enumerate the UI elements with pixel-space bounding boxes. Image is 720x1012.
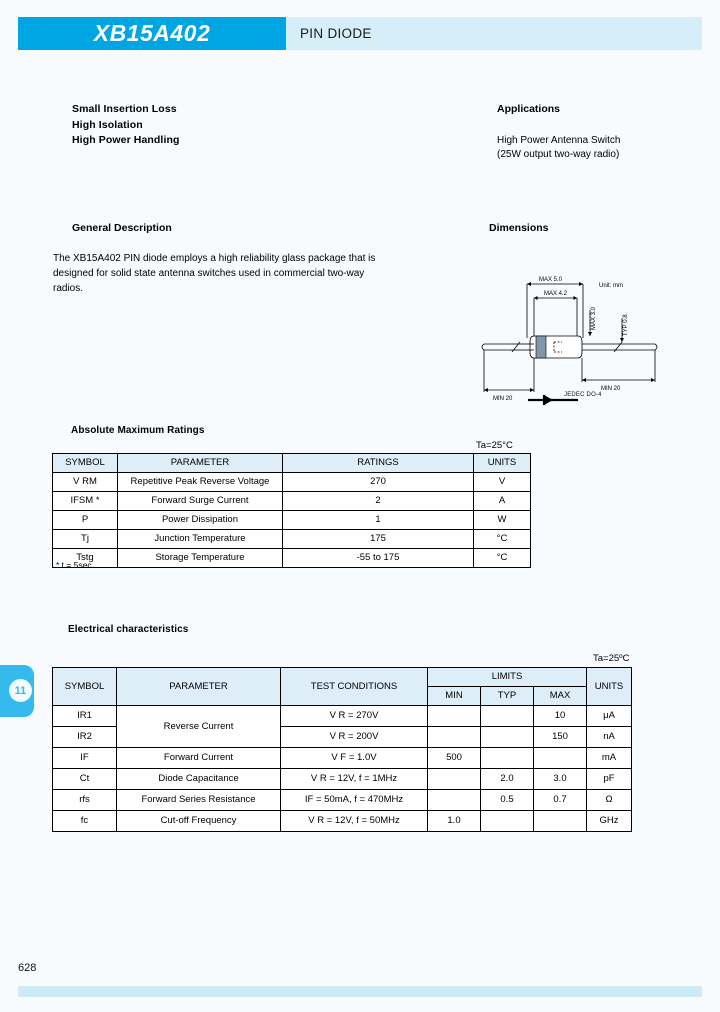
absolute-ratings-footnote: * t = 5sec [56,560,92,570]
part-number-title: XB15A402 [18,17,286,50]
cell-max: 10 [534,706,587,727]
cell-min [428,790,481,811]
column-header-symbol: SYMBOL [53,454,118,473]
cell-typ: 2.0 [481,769,534,790]
application-item: (25W output two-way radio) [497,149,620,160]
electrical-characteristics-temperature-note: Ta=25ºC [593,653,630,664]
device-type-label: PIN DIODE [286,17,702,50]
cell-units: mA [587,748,632,769]
cell-parameter: Forward Series Resistance [117,790,281,811]
cell-parameter: Diode Capacitance [117,769,281,790]
cell-min [428,769,481,790]
electrical-characteristics-table [52,667,632,832]
application-item: High Power Antenna Switch [497,135,621,146]
table-header-row [53,454,531,473]
cell-symbol: V RM [53,473,118,492]
dim-label-lead-left: MIN 20 [493,396,513,402]
table-row [53,769,632,790]
table-row [53,706,632,727]
cell-units: A [474,492,531,511]
column-header-limits: LIMITS [428,668,587,687]
cell-symbol: Ct [53,769,117,790]
cell-test-conditions: IF = 50mA, f = 470MHz [281,790,428,811]
table-row [53,530,531,549]
chapter-side-tab[interactable] [0,665,34,717]
cell-symbol: IF [53,748,117,769]
cell-rating: 2 [283,492,474,511]
table-row [53,473,531,492]
cell-test-conditions: V R = 270V [281,706,428,727]
cell-test-conditions: V R = 200V [281,727,428,748]
cell-symbol: Tj [53,530,118,549]
cell-units: °C [474,530,531,549]
dim-label-unit: Unit: mm [599,283,623,289]
column-header-ratings: RATINGS [283,454,474,473]
cell-units: nA [587,727,632,748]
dim-label-lead-diameter: TYP 0.8 [623,314,629,336]
package-jedec-caption: JEDEC DO-4 [564,392,602,398]
table-row [53,511,531,530]
cell-max [534,748,587,769]
cell-parameter: Junction Temperature [118,530,283,549]
column-header-parameter: PARAMETER [117,668,281,706]
table-row [53,790,632,811]
cell-test-conditions: V F = 1.0V [281,748,428,769]
footer-bar [18,986,702,997]
cell-parameter: Power Dissipation [118,511,283,530]
cell-max [534,811,587,832]
cell-symbol: rfs [53,790,117,811]
cell-typ [481,727,534,748]
table-row [53,549,531,568]
cell-min [428,727,481,748]
table-header-row-top [53,668,632,687]
cell-symbol: P [53,511,118,530]
feature-item: Small Insertion Loss [72,103,177,115]
table-row [53,811,632,832]
cell-parameter: Repetitive Peak Reverse Voltage [118,473,283,492]
applications-heading: Applications [497,103,561,115]
cell-symbol: IR1 [53,706,117,727]
absolute-maximum-ratings-heading: Absolute Maximum Ratings [71,425,205,436]
cell-symbol: Tstg [53,549,118,568]
table-row [53,748,632,769]
cell-rating: 1 [283,511,474,530]
applications-list [497,134,620,162]
cell-parameter: Reverse Current [117,706,281,748]
page-header [18,17,702,50]
dim-label-overall-length: MAX 5.0 [539,277,563,283]
column-header-min: MIN [428,687,481,706]
cell-typ: 0.5 [481,790,534,811]
absolute-maximum-ratings-table [52,453,531,568]
dimensions-heading: Dimensions [489,222,549,234]
column-header-units: UNITS [474,454,531,473]
cell-units: °C [474,549,531,568]
cell-units: V [474,473,531,492]
cell-max: 150 [534,727,587,748]
package-dimension-drawing [470,240,710,415]
electrical-characteristics-heading: Electrical characteristics [68,624,189,635]
cell-units: μA [587,706,632,727]
cell-parameter: Storage Temperature [118,549,283,568]
cell-symbol: fc [53,811,117,832]
cell-units: W [474,511,531,530]
page-number: 628 [18,962,37,974]
feature-item: High Isolation [72,118,143,131]
cell-typ [481,811,534,832]
cell-units: pF [587,769,632,790]
cell-test-conditions: V R = 12V, f = 50MHz [281,811,428,832]
cell-min: 500 [428,748,481,769]
column-header-symbol: SYMBOL [53,668,117,706]
cell-typ [481,748,534,769]
cell-min: 1.0 [428,811,481,832]
feature-item: High Power Handling [72,134,180,146]
general-description-heading: General Description [72,222,172,234]
cell-max: 3.0 [534,769,587,790]
dim-label-lead-right: MIN 20 [601,386,621,392]
cell-parameter: Forward Current [117,748,281,769]
cell-rating: 175 [283,530,474,549]
chapter-number-badge: 11 [9,679,32,702]
cell-max: 0.7 [534,790,587,811]
column-header-units: UNITS [587,668,632,706]
dim-label-body-diameter: MAX 3.0 [591,306,597,330]
dim-label-body-length: MAX 4.2 [544,291,568,297]
table-row [53,492,531,511]
cell-units: GHz [587,811,632,832]
cell-rating: -55 to 175 [283,549,474,568]
cell-test-conditions: V R = 12V, f = 1MHz [281,769,428,790]
absolute-ratings-temperature-note: Ta=25°C [476,440,513,451]
cell-parameter: Forward Surge Current [118,492,283,511]
column-header-typ: TYP [481,687,534,706]
column-header-parameter: PARAMETER [118,454,283,473]
cell-typ [481,706,534,727]
cell-parameter: Cut-off Frequency [117,811,281,832]
cell-symbol: IFSM * [53,492,118,511]
features-list [72,102,179,149]
general-description-text: The XB15A402 PIN diode employs a high reliability glass package that is designed for solid state antenna switches used in commercial two-way radios. [53,253,376,294]
cell-units: Ω [587,790,632,811]
cell-min [428,706,481,727]
cell-rating: 270 [283,473,474,492]
column-header-test-conditions: TEST CONDITIONS [281,668,428,706]
column-header-max: MAX [534,687,587,706]
cell-symbol: IR2 [53,727,117,748]
